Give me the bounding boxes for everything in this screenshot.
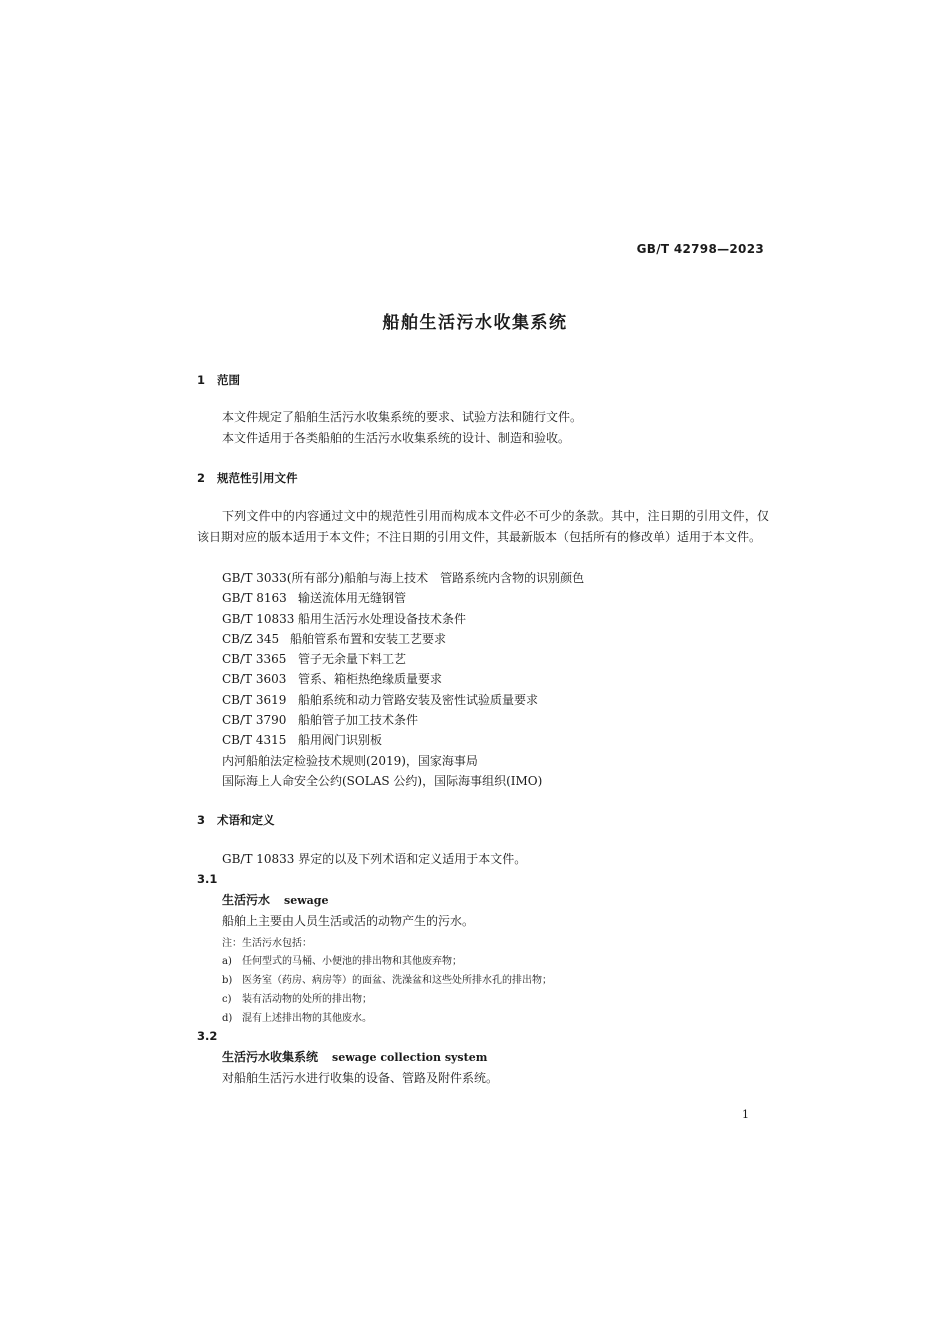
reference-item bbox=[222, 771, 584, 791]
section-1-paragraph: 本文件规定了船舶生活污水收集系统的要求、试验方法和随行文件。 bbox=[222, 410, 583, 424]
reference-code: CB/T 3603 bbox=[222, 672, 287, 687]
reference-item bbox=[222, 588, 584, 608]
reference-code: CB/Z 345 bbox=[222, 631, 280, 646]
reference-title: 船舶管子加工技术条件 bbox=[298, 713, 419, 728]
reference-title: 内河船舶法定检验技术规则(2019)，国家海事局 bbox=[222, 753, 478, 768]
reference-item bbox=[222, 609, 584, 629]
section-1-paragraph: 本文件适用于各类船舶的生活污水收集系统的设计、制造和验收。 bbox=[222, 431, 571, 445]
reference-title: 管子无余量下料工艺 bbox=[298, 652, 407, 667]
reference-code: CB/T 3619 bbox=[222, 692, 287, 707]
reference-title: 船用阀门识别板 bbox=[298, 733, 383, 748]
section-1-title: 范围 bbox=[217, 373, 240, 387]
note-text: 任何型式的马桶、小便池的排出物和其他废弃物； bbox=[242, 956, 462, 967]
reference-title: 船舶系统和动力管路安装及密性试验质量要求 bbox=[298, 692, 539, 707]
reference-code: GB/T 3033(所有部分) bbox=[222, 571, 345, 585]
reference-item bbox=[222, 751, 584, 771]
standard-code: GB/T 42798—2023 bbox=[636, 242, 764, 256]
section-1-heading bbox=[197, 372, 240, 388]
term-english: sewage bbox=[284, 894, 329, 907]
note-marker: c) bbox=[222, 994, 232, 1005]
reference-title: 输送流体用无缝钢管 bbox=[298, 591, 407, 606]
section-2-heading bbox=[197, 470, 298, 486]
reference-title: 国际海上人命安全公约(SOLAS 公约)，国际海事组织(IMO) bbox=[222, 773, 543, 788]
note-marker: a) bbox=[222, 956, 232, 967]
note-item bbox=[222, 1009, 372, 1024]
term-chinese: 生活污水收集系统 bbox=[222, 1050, 319, 1064]
reference-list bbox=[222, 568, 584, 791]
reference-title: 船舶管系布置和安装工艺要求 bbox=[290, 631, 447, 646]
reference-item bbox=[222, 568, 584, 588]
section-3-number: 3 bbox=[197, 813, 206, 827]
reference-code: GB/T 10833 bbox=[222, 611, 295, 626]
page-number: 1 bbox=[742, 1108, 749, 1121]
note-text: 混有上述排出物的其他废水。 bbox=[242, 1013, 372, 1024]
note-item bbox=[222, 990, 372, 1005]
section-3-intro: GB/T 10833 界定的以及下列术语和定义适用于本文件。 bbox=[222, 852, 527, 866]
note-text: 医务室（药房、病房等）的面盆、洗澡盆和这些处所排水孔的排出物； bbox=[242, 975, 552, 986]
term-definition: 对船舶生活污水进行收集的设备、管路及附件系统。 bbox=[222, 1071, 499, 1085]
section-3-heading bbox=[197, 812, 275, 828]
reference-title: 管系、箱柜热绝缘质量要求 bbox=[298, 672, 443, 687]
document-title: 船舶生活污水收集系统 bbox=[382, 313, 568, 333]
term-heading bbox=[222, 1048, 487, 1065]
term-number: 3.2 bbox=[197, 1029, 218, 1043]
term-chinese: 生活污水 bbox=[222, 893, 271, 907]
note-label: 注：生活污水包括： bbox=[222, 938, 312, 949]
reference-title: 船舶与海上技术 管路系统内含物的识别颜色 bbox=[344, 571, 585, 585]
reference-item bbox=[222, 730, 584, 750]
term-definition: 船舶上主要由人员生活或活的动物产生的污水。 bbox=[222, 914, 475, 928]
note-text: 装有活动物的处所的排出物； bbox=[242, 994, 372, 1005]
reference-item bbox=[222, 629, 584, 649]
note-item bbox=[222, 952, 462, 967]
reference-title: 船用生活污水处理设备技术条件 bbox=[298, 611, 467, 626]
section-1-number: 1 bbox=[197, 373, 206, 387]
note-item bbox=[222, 971, 552, 986]
reference-code: CB/T 3365 bbox=[222, 652, 287, 667]
reference-item bbox=[222, 690, 584, 710]
term-heading bbox=[222, 891, 329, 908]
section-2-number: 2 bbox=[197, 471, 206, 485]
note-marker: b) bbox=[222, 975, 233, 986]
reference-item bbox=[222, 710, 584, 730]
section-2-title: 规范性引用文件 bbox=[217, 471, 298, 485]
section-2-intro: 下列文件中的内容通过文中的规范性引用而构成本文件必不可少的条款。其中，注日期的引用文件，仅该日期对应的版本适用于本文件；不注日期的引用文件，其最新版本（包括所有的修改单）适用于本文件。 bbox=[197, 509, 769, 544]
reference-item bbox=[222, 649, 584, 669]
reference-item bbox=[222, 669, 584, 689]
reference-code: CB/T 4315 bbox=[222, 733, 287, 748]
term-english: sewage collection system bbox=[332, 1051, 488, 1064]
section-3-title: 术语和定义 bbox=[217, 813, 275, 827]
note-marker: d) bbox=[222, 1013, 233, 1024]
term-number: 3.1 bbox=[197, 872, 218, 886]
reference-code: CB/T 3790 bbox=[222, 713, 287, 728]
reference-code: GB/T 8163 bbox=[222, 591, 287, 606]
